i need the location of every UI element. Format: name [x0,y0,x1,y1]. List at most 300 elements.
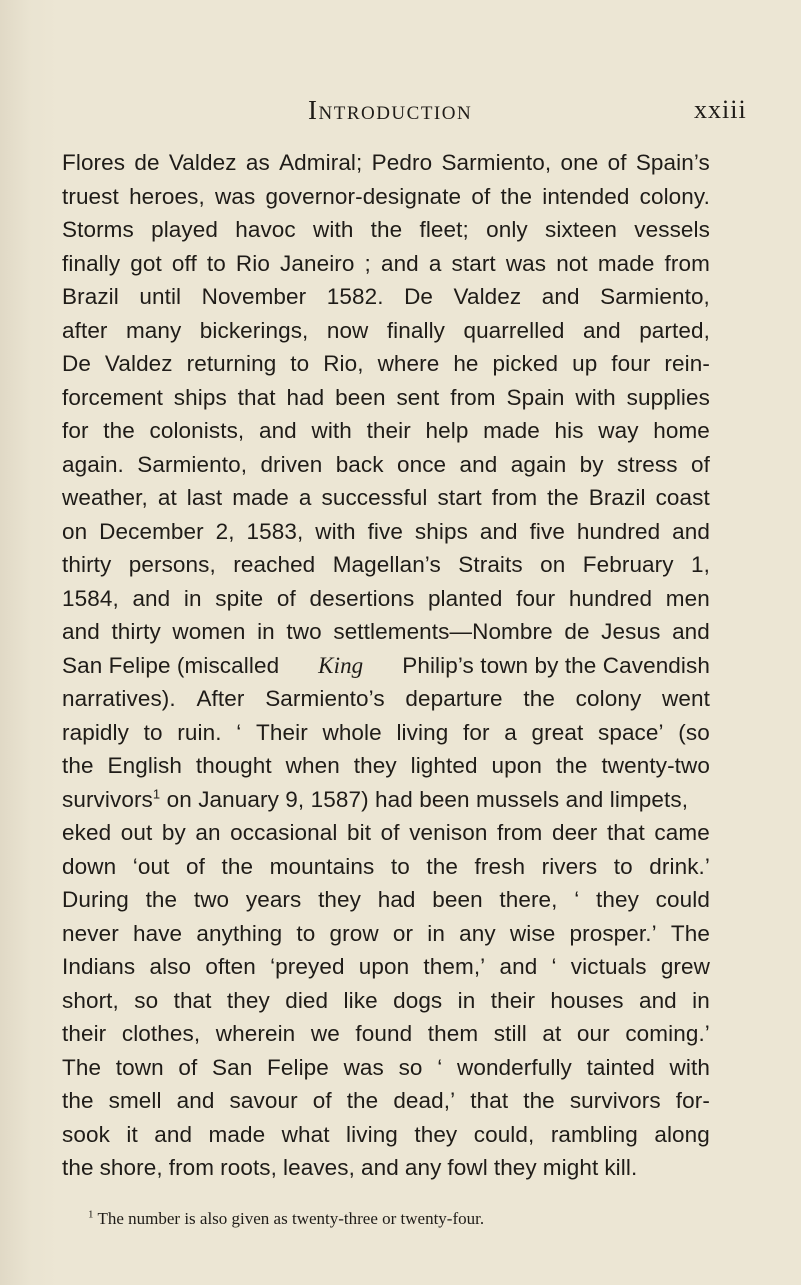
word: thought [195,753,272,778]
word: only [486,217,528,242]
word: to [296,920,316,946]
word: survivors [569,1088,661,1113]
text-segment: survivors$^1$ on January 9, 1587) had been mussels and limpets, [62,786,689,812]
word: the [370,217,403,242]
word: back [335,451,384,477]
word: February [582,552,674,577]
text-line [62,1118,710,1152]
word: what [281,1121,330,1147]
word: was [215,183,256,209]
word: a [504,719,517,745]
word: Valdez [104,351,173,376]
word: four [516,585,556,611]
word: Storms [62,217,134,242]
text-line [62,850,710,884]
word: to [390,853,410,879]
word: and [258,418,297,443]
word: houses [550,987,624,1013]
text-line [62,883,710,917]
word: Their [256,719,308,745]
text-line [62,682,710,716]
word: there, [499,887,558,912]
word: wise [509,920,556,946]
text-line [62,716,710,750]
word: ; [364,250,371,276]
word: that [237,384,276,410]
word: sent [396,384,440,410]
word: again. [62,451,124,477]
word: bit [347,820,372,845]
word: the [500,183,533,209]
word: any [404,1155,442,1180]
word: was [343,1054,384,1080]
word: might [542,1155,599,1180]
word: to [613,853,633,879]
text-line [62,180,710,214]
word: out [120,820,153,845]
word: and [479,518,518,544]
word: the [62,753,94,778]
word: ‘ [437,1054,443,1080]
word: deer [551,820,598,845]
text-line [62,950,710,984]
word: of [312,1088,332,1113]
word: last [186,485,223,510]
word: dead,’ [393,1088,456,1113]
word: twenty-two [601,753,710,778]
text-line [62,1051,710,1085]
word: the [145,887,178,912]
word: truest [62,183,119,209]
word: November [201,284,307,309]
word: rapidly [62,719,129,745]
text-line [62,481,710,515]
word: ships [173,384,227,410]
word: Spain [506,384,565,410]
word: fowl [447,1155,488,1180]
word: De [404,284,434,309]
text-line [62,213,710,247]
text-line [62,649,710,683]
word: Pedro [371,150,433,175]
footnote-marker: 1 [88,1208,94,1221]
word: and [541,284,580,309]
word: 1, [691,552,710,577]
word: quarrelled [463,317,565,343]
word: town [115,1054,164,1080]
word: returning [186,351,277,376]
text-line [62,917,710,951]
word: the [62,1155,94,1180]
word: of [185,853,205,879]
word: at [157,485,177,510]
word: finally [62,250,121,276]
text-line [62,1017,710,1051]
word: their [366,418,411,443]
word: the [547,485,579,510]
word: of [178,1054,198,1080]
word: colony. [639,183,710,209]
word: an [195,820,221,845]
word: now [326,317,369,343]
word: heroes, [129,183,205,209]
word: men [665,585,710,611]
word: as [245,150,270,175]
word: persons, [128,552,216,577]
word: Brazil [62,284,119,309]
word: shore, [99,1155,163,1180]
word: governor-designate [265,183,462,209]
word: planted [427,585,503,611]
text-line [62,783,710,817]
word: by [579,451,604,477]
word: he [453,351,479,376]
word: leaves, [283,1155,355,1180]
word: until [139,284,182,309]
word: two [193,887,230,912]
word: ruin. [177,719,222,745]
word: roots, [220,1155,277,1180]
word: the [555,753,588,778]
word: English [107,753,182,778]
word: had [286,384,325,410]
word: successful [321,485,428,510]
word: often [205,954,256,979]
word: sook [62,1121,110,1147]
word: Janeiro [280,250,355,276]
word: made [232,485,289,510]
text-line [62,1151,710,1185]
text-line [62,984,710,1018]
word: Magellan’s [332,552,441,577]
word: Jesus [601,619,661,644]
word: of [276,585,296,611]
word: sixteen [545,217,618,242]
word: Felipe [267,1054,329,1080]
word: and [361,1155,399,1180]
word: and [672,518,710,544]
text-line [62,749,710,783]
text-line [62,314,710,348]
word: help [425,418,469,443]
word: of [607,150,627,175]
word: fleet; [419,217,469,242]
word: of [471,183,491,209]
footnote-marker[interactable]: 1 [152,786,161,801]
word: to [290,351,310,376]
word: came [654,820,710,845]
word: found [355,1021,413,1046]
word: living [396,719,449,745]
word: and [672,619,710,644]
word: many [125,317,182,343]
word: them [427,1021,479,1046]
word: 1583, [246,518,304,544]
word: wherein [215,1021,296,1046]
word: in [457,987,476,1013]
word: finally [386,317,446,343]
word: off [171,250,197,276]
word: also [149,954,192,979]
word: spite [215,585,264,611]
word: we [310,1021,340,1046]
word: from [664,250,710,276]
word: ships [414,518,468,544]
word: hundred [568,585,653,611]
text-line [62,414,710,448]
word: died [285,987,329,1013]
word: De [62,351,91,376]
word: ‘ [574,887,580,912]
word: any [459,920,496,946]
word: ‘preyed [270,954,345,979]
word: dogs [393,987,443,1013]
word: and [62,619,100,644]
word: down [62,853,117,879]
word: they [596,887,639,912]
word: his [554,418,584,443]
word: never [62,920,119,946]
word: eked [62,820,112,845]
word: in [257,619,275,644]
word: December [99,518,204,544]
text-line [62,548,710,582]
word: and [499,954,538,979]
word: was [505,250,547,276]
word: their [490,987,536,1013]
word: once [396,451,447,477]
word: tainted [586,1054,655,1080]
word: Indians [62,954,136,979]
word: they [226,987,270,1013]
word: for- [675,1088,710,1113]
word: with [315,518,356,544]
word: desertions [309,585,415,611]
word: anything [196,920,283,946]
page-number: xxiii [694,95,747,124]
word: up [572,351,598,376]
word: coast [655,485,710,510]
word: upon [358,954,410,979]
word: have [132,920,183,946]
word: the [523,1088,555,1113]
word: havoc [235,217,296,242]
word: Rio, [323,351,364,376]
word: for [462,719,490,745]
word: rivers [541,853,598,879]
word: venison [409,820,488,845]
word: the [346,1088,379,1113]
word: ‘ [236,719,242,745]
word: been [432,887,483,912]
word: settlements—Nombre [333,619,553,644]
word: hundred [576,518,661,544]
word: in [692,987,710,1013]
word: of [690,451,710,477]
word: vessels [634,217,710,242]
word: (so [678,719,710,745]
text-segment: Philip’s town by the Cavendish [402,652,710,678]
word: fresh [474,853,526,879]
word: our [576,1021,610,1046]
word: with [311,418,352,443]
word: and [154,1121,193,1147]
word: went [662,686,710,711]
text-line [62,146,710,180]
word: lighted [410,753,478,778]
word: from [450,384,496,410]
word: space’ [597,719,664,745]
word: got [130,250,162,276]
word: had [377,887,416,912]
word: reached [233,552,316,577]
word: rein- [664,351,710,376]
text-line [62,347,710,381]
word: savour [229,1088,298,1113]
word: and [132,585,171,611]
word: ‘out [132,853,170,879]
word: parted, [639,317,710,343]
word: Spain’s [635,150,710,175]
word: been [335,384,386,410]
word: from [491,485,538,510]
text-line [62,448,710,482]
word: the [62,1088,94,1113]
word: grew [660,954,710,979]
word: intended [542,183,630,209]
word: picked [492,351,559,376]
text-line [62,381,710,415]
word: could, [473,1121,535,1147]
word: not [556,250,588,276]
word: made [208,1121,266,1147]
word: prosper.’ [569,920,657,946]
word: kill. [604,1155,638,1180]
word: de [134,150,160,175]
text-line [62,816,710,850]
word: the [221,853,254,879]
word: where [377,351,440,376]
word: could [655,887,710,912]
word: rambling [550,1121,638,1147]
word: narratives). [62,686,176,711]
word: so [398,1054,423,1080]
word: 2, [215,518,235,544]
word: to [143,719,163,745]
word: During [62,887,129,912]
word: and [582,317,621,343]
word: supplies [626,384,710,410]
word: and [638,987,677,1013]
running-title: Introduction [308,95,473,125]
word: great [531,719,584,745]
word: in [427,920,445,946]
word: colony [575,686,642,711]
word: smell [108,1088,162,1113]
word: one [560,150,599,175]
word: they [493,1155,537,1180]
word: the [523,686,555,711]
word: to [206,250,226,276]
word: five [529,518,565,544]
word: victuals [570,954,647,979]
word: living [346,1121,398,1147]
word: their [62,1021,107,1046]
word: upon [491,753,543,778]
word: After [196,686,245,711]
word: start [451,250,496,276]
word: played [151,217,218,242]
word: made [597,250,655,276]
word: after [62,317,108,343]
word: driven [260,451,323,477]
word: on [540,552,566,577]
word: clothes, [121,1021,201,1046]
text-segment: San Felipe (miscalled [62,652,280,678]
word: San [212,1054,253,1080]
word: thirty [62,552,112,577]
word: Sarmiento, [137,451,248,477]
word: they [353,753,397,778]
word: made [483,418,540,443]
word: bickerings, [199,317,309,343]
word: 1584, [62,585,119,611]
word: when [285,753,340,778]
word: with [669,1054,710,1080]
word: in [183,585,202,611]
word: that [470,1088,509,1113]
word: again [510,451,567,477]
word: along [654,1121,710,1147]
text-line [62,515,710,549]
word: Admiral; [279,150,363,175]
word: Sarmiento’s [265,686,385,711]
word: weather, [62,485,148,510]
word: it [126,1121,138,1147]
word: way [598,418,639,443]
word: The [62,1054,102,1080]
word: four [611,351,651,376]
word: de [564,619,590,644]
word: like [343,987,378,1013]
word: thirty [111,619,161,644]
word: still [493,1021,527,1046]
word: Straits [458,552,523,577]
word: Flores [62,150,126,175]
word: a [428,250,442,276]
word: Valdez [453,284,522,309]
word: with [575,384,616,410]
word: Sarmiento, [600,284,710,309]
word: that [606,820,645,845]
word: short, [62,987,119,1013]
word: that [173,987,212,1013]
word: occasional [230,820,338,845]
text-line [62,615,710,649]
word: years [245,887,302,912]
word: departure [405,686,503,711]
body-text [62,146,710,1185]
word: women [172,619,246,644]
text-line [62,247,710,281]
word: grow [329,920,379,946]
word: five [367,518,403,544]
word: a [298,485,312,510]
footnote-text: The number is also given as twenty-three or twenty-four. [97,1209,485,1228]
word: 1582. [326,284,384,309]
word: the [426,853,458,879]
word: coming.’ [625,1021,710,1046]
